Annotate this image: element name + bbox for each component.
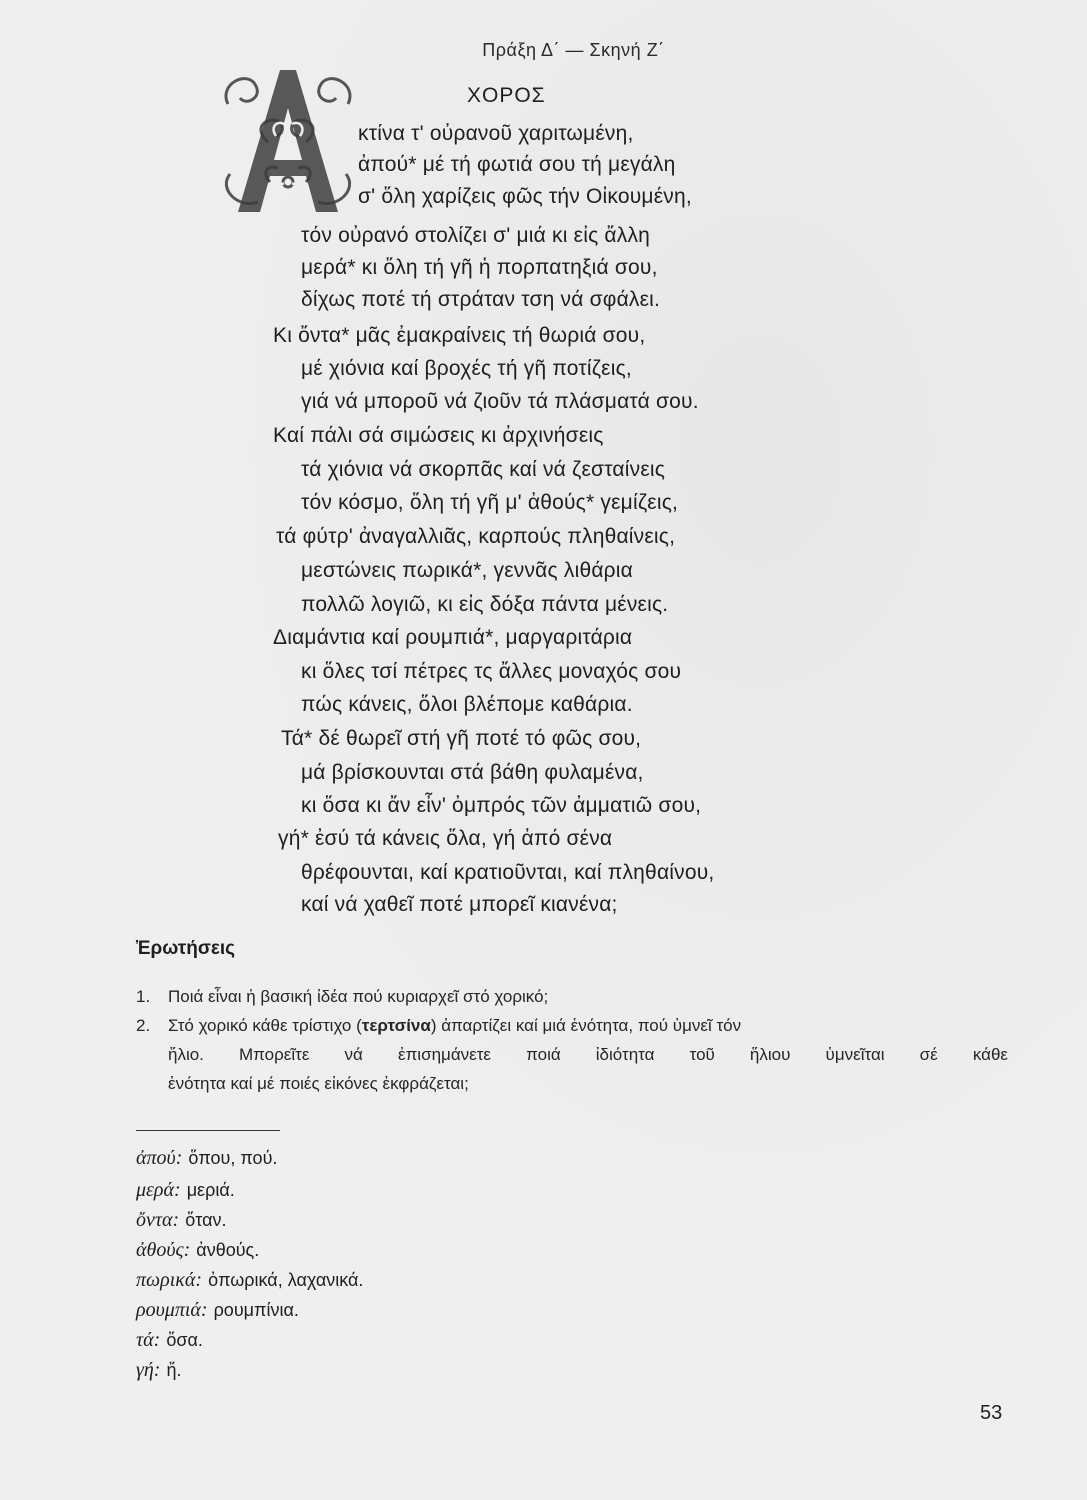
poem-line: Διαμάντια καί ρουμπιά*, μαργαριτάρια [273,626,633,649]
poem-line: κι ὅσα κι ἄν εἶν' ὀμπρός τῶν ἀμματιῶ σου, [301,794,702,817]
question-number: 1. [136,987,151,1006]
poem-line: γιά νά μποροῦ νά ζιοῦν τά πλάσματά σου. [301,390,699,413]
glossary-term: ἀπού: [136,1147,183,1169]
poem-line: ἀπού* μέ τή φωτιά σου τή μεγάλη [358,153,676,176]
glossary-term: γή: [136,1359,161,1381]
glossary-entry [136,1359,181,1382]
glossary-definition: ὅπου, πού. [188,1148,278,1168]
glossary-definition: ἤ. [166,1360,182,1380]
glossary-term: τά: [136,1329,161,1351]
question-item [136,1016,741,1036]
glossary-entry [136,1179,235,1202]
poem-line: μεστώνεις πωρικά*, γεννᾶς λιθάρια [301,559,634,582]
glossary-entry [136,1239,259,1262]
glossary-term: ἀθούς: [136,1239,191,1261]
poem-line: Κι ὄντα* μᾶς ἐμακραίνεις τή θωριά σου, [273,324,646,347]
question-number: 2. [136,1016,151,1035]
poem-line: τόν οὐρανό στολίζει σ' μιά κι εἰς ἄλλη [301,224,651,247]
glossary-term: πωρικά: [136,1269,203,1291]
section-title: ΧΟΡΟΣ [467,84,546,107]
glossary-term: ὄντα: [136,1209,180,1231]
footnote-divider [136,1130,280,1131]
glossary-definition: ὅταν. [185,1210,227,1230]
question-text: Στό χορικό κάθε τρίστιχο ( [168,1016,362,1035]
question-text-continued: ἑνότητα καί μέ ποιές εἰκόνες ἐκφράζεται; [168,1074,469,1093]
glossary-entry [136,1269,363,1292]
glossary-definition: ρουμπίνια. [213,1300,299,1320]
poem-line: γή* ἐσύ τά κάνεις ὅλα, γή ἀπό σένα [278,827,613,850]
glossary-definition: ὅσα. [166,1330,203,1350]
poem-line: πώς κάνεις, ὅλοι βλέπομε καθάρια. [301,693,633,716]
glossary-entry [136,1209,226,1232]
glossary-definition: μεριά. [186,1180,235,1200]
glossary-entry [136,1299,299,1322]
question-bold-term: τερτσίνα [361,1016,431,1035]
glossary-term: μερά: [136,1179,181,1201]
question-text: Ποιά εἶναι ἡ βασική ἰδέα πού κυριαρχεῖ στό χορικό; [168,987,549,1006]
page-number: 53 [980,1402,1003,1424]
poem-line: πολλῶ λογιῶ, κι εἰς δόξα πάντα μένεις. [301,593,669,616]
glossary-definition: ἀνθούς. [196,1240,260,1260]
poem-line: δίχως ποτέ τή στράταν τση νά σφάλει. [301,288,661,311]
glossary-term: ρουμπιά: [136,1299,208,1321]
poem-line: θρέφουνται, καί κρατιοῦνται, καί πληθαίνου, [301,861,715,884]
poem-line: Τά* δέ θωρεῖ στή γῆ ποτέ τό φῶς σου, [281,727,642,750]
questions-heading: Ἐρωτήσεις [136,938,236,959]
running-header-text: Πράξη Δ΄ — Σκηνή Ζ΄ [482,40,665,60]
poem-line: κι ὅλες τσί πέτρες τς ἄλλες μοναχός σου [301,660,682,683]
poem-line: καί νά χαθεῖ ποτέ μπορεῖ κιανένα; [301,893,618,916]
question-item [136,987,548,1007]
poem-line: μέ χιόνια καί βροχές τή γῆ ποτίζεις, [301,357,632,380]
poem-line: τόν κόσμο, ὅλη τή γῆ μ' ἀθούς* γεμίζεις, [301,491,679,514]
glossary-entry [136,1329,203,1352]
poem-line: τά φύτρ' ἀναγαλλιᾶς, καρπούς πληθαίνεις, [276,525,676,548]
ornamental-initial-alpha-icon [218,64,358,214]
glossary-definition: ὀπωρικά, λαχανικά. [208,1270,364,1290]
question-text: ) ἀπαρτίζει καί μιά ἑνότητα, πού ὑμνεῖ τόν [430,1016,742,1035]
poem-line: τά χιόνια νά σκορπᾶς καί νά ζεσταίνεις [301,458,666,481]
running-header [0,40,1087,61]
poem-line: μερά* κι ὅλη τή γῆ ἡ πορπατηξιά σου, [301,256,658,279]
question-text-continued: ἥλιο. Μπορεῖτε νά ἐπισημάνετε ποιά ἰδιότητα τοῦ ἥλιου ὑμνεῖται σέ κάθε [168,1045,1008,1064]
poem-line: σ' ὅλη χαρίζεις φῶς τήν Οἰκουμένη, [358,185,692,208]
glossary-entry [136,1147,277,1170]
poem-line: κτίνα τ' οὐρανοῦ χαριτωμένη, [358,122,634,145]
poem-line: Καί πάλι σά σιμώσεις κι ἀρχινήσεις [273,424,604,447]
poem-line: μά βρίσκουνται στά βάθη φυλαμένα, [301,761,644,784]
